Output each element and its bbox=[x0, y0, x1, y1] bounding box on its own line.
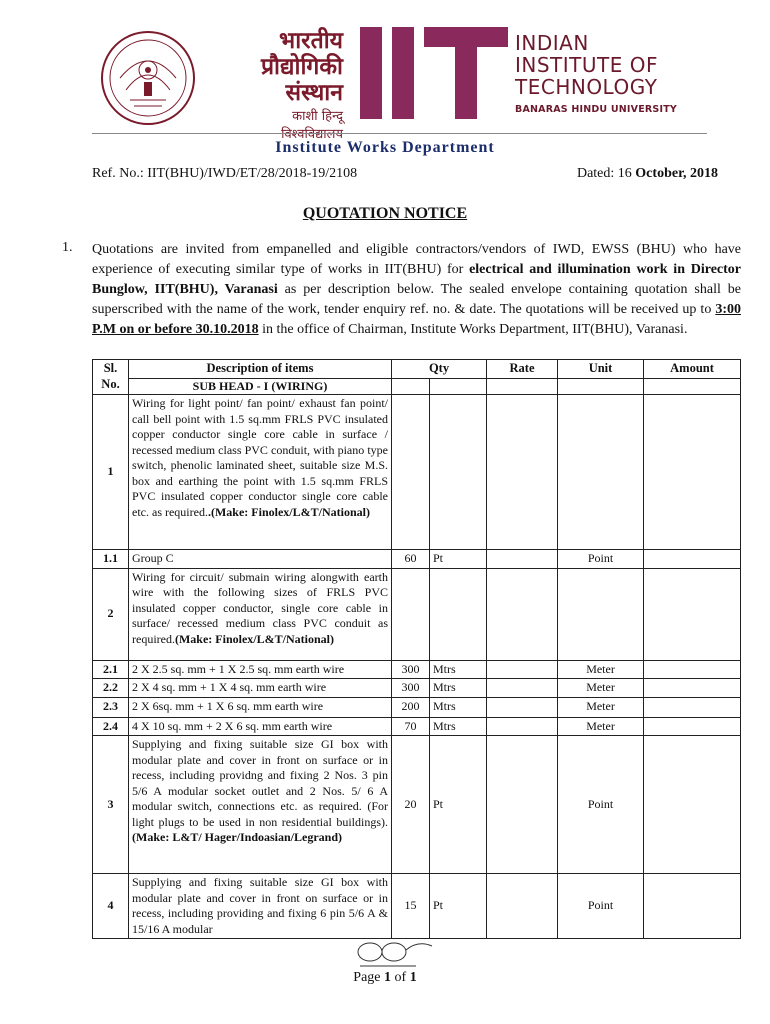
row-sl-no: 2.1 bbox=[93, 660, 129, 679]
row-sl-no: 1 bbox=[93, 395, 129, 550]
row-rate bbox=[487, 550, 558, 569]
table-row bbox=[93, 679, 741, 698]
work-name: electrical and illumination work in Director Bunglow, IIT(BHU), Varanasi bbox=[92, 262, 741, 297]
subhead-row bbox=[93, 378, 741, 395]
table-row bbox=[93, 660, 741, 679]
row-unit: Meter bbox=[558, 717, 644, 736]
row-unit-short: Mtrs bbox=[430, 697, 487, 717]
empty-cell bbox=[430, 378, 487, 395]
row-qty: 60 bbox=[392, 550, 430, 569]
row-amount bbox=[644, 568, 741, 660]
row-description-text: Supplying and fixing suitable size GI box with modular plate and cover in front on surface or in recess, including providng and fixing 2 Nos. 3 pin 5/6 A modular socket outlet and 2 Nos. 5/ 6 A modular switch, connections etc. as required. (For light plugs to be used in non residential buildings). bbox=[132, 737, 388, 829]
header-description: Description of items bbox=[129, 360, 392, 379]
page-prefix: Page bbox=[353, 970, 385, 985]
row-description-text: Supplying and fixing suitable size GI box with modular plate and cover in front on surface or in recess, including providing and fixing 6 pin 5/6 A & 15/16 A modular bbox=[132, 875, 388, 936]
row-sl-no: 2.4 bbox=[93, 717, 129, 736]
signature-stamp bbox=[340, 938, 436, 974]
row-unit: Point bbox=[558, 874, 644, 939]
row-description bbox=[129, 697, 392, 717]
row-unit: Meter bbox=[558, 679, 644, 698]
row-sl-no: 2.3 bbox=[93, 697, 129, 717]
date-prefix: Dated: 16 bbox=[576, 166, 636, 181]
paragraph-number: 1. bbox=[62, 240, 73, 255]
row-description bbox=[129, 660, 392, 679]
row-rate bbox=[487, 736, 558, 874]
header-qty: Qty bbox=[392, 360, 487, 379]
row-rate bbox=[487, 717, 558, 736]
table-header-row bbox=[93, 360, 741, 379]
row-description bbox=[129, 568, 392, 660]
row-description bbox=[129, 679, 392, 698]
page-of: of bbox=[391, 970, 410, 985]
empty-cell bbox=[392, 378, 430, 395]
row-qty bbox=[392, 395, 430, 550]
row-description-text: Wiring for circuit/ submain wiring alongwith earth wire with the following sizes of FRLS PVC insulated copper conductor, single core cable in surface/ recessed medium class PVC conduit as required. bbox=[132, 569, 388, 646]
row-description-text: Wiring for light point/ fan point/ exhaust fan point/ call bell point with 1.5 sq.mm FRLS PVC insulated copper conductor single core cable in surface / recessed medium class PVC conduit, with piano type switch, phenolic laminated sheet, suitable size M.S. box and earthing the point with 1.5 sq.mm FRLS PVC insulated copper conductor single core cable etc. as required. bbox=[132, 396, 388, 519]
row-rate bbox=[487, 874, 558, 939]
row-unit-short: Pt bbox=[430, 550, 487, 569]
row-unit-short: Mtrs bbox=[430, 660, 487, 679]
row-rate bbox=[487, 697, 558, 717]
header-rate: Rate bbox=[487, 360, 558, 379]
empty-cell bbox=[487, 378, 558, 395]
page-current: 1 bbox=[384, 970, 392, 985]
hindi-name-line-1: भारतीय bbox=[279, 28, 343, 54]
table-row bbox=[93, 568, 741, 660]
row-amount bbox=[644, 679, 741, 698]
notice-title: QUOTATION NOTICE bbox=[302, 205, 468, 222]
row-amount bbox=[644, 717, 741, 736]
iit-logo-letters bbox=[360, 27, 508, 119]
row-description bbox=[129, 717, 392, 736]
english-university-name: BANARAS HINDU UNIVERSITY bbox=[515, 104, 677, 115]
english-name-line-1: INDIAN bbox=[515, 31, 589, 55]
row-rate bbox=[487, 679, 558, 698]
row-rate bbox=[487, 568, 558, 660]
header-amount: Amount bbox=[644, 360, 741, 379]
table-row bbox=[93, 717, 741, 736]
row-qty: 300 bbox=[392, 679, 430, 698]
institute-seal-logo bbox=[100, 30, 196, 126]
row-description bbox=[129, 736, 392, 874]
row-qty: 200 bbox=[392, 697, 430, 717]
row-rate bbox=[487, 395, 558, 550]
row-qty: 15 bbox=[392, 874, 430, 939]
row-unit-short bbox=[430, 568, 487, 660]
row-sl-no: 3 bbox=[93, 736, 129, 874]
row-make: (Make: Finolex/L&T/National) bbox=[174, 631, 334, 646]
row-unit-short: Pt bbox=[430, 736, 487, 874]
table-body bbox=[93, 395, 741, 939]
row-description-text: 2 X 6sq. mm + 1 X 6 sq. mm earth wire bbox=[132, 698, 324, 713]
row-amount bbox=[644, 395, 741, 550]
row-sl-no: 2 bbox=[93, 568, 129, 660]
table-row bbox=[93, 395, 741, 550]
hindi-university-name: काशी हिन्दू विश्वविद्यालय bbox=[281, 109, 343, 142]
hindi-institute-name bbox=[228, 28, 343, 144]
row-amount bbox=[644, 550, 741, 569]
paragraph-text-3: in the office of Chairman, Institute Works Department, IIT(BHU), Varanasi. bbox=[258, 322, 688, 337]
page-number bbox=[0, 970, 770, 986]
items-table bbox=[92, 359, 741, 939]
row-description bbox=[129, 395, 392, 550]
row-unit bbox=[558, 395, 644, 550]
hindi-name-line-2: प्रौद्योगिकी bbox=[260, 54, 343, 80]
paragraph-text-1: Quotations are invited from empanelled and eligible contractors/vendors of IWD, EWSS (BHU) who have experience of executing similar type of works in IIT(BHU) for bbox=[92, 242, 741, 277]
header-unit: Unit bbox=[558, 360, 644, 379]
row-amount bbox=[644, 660, 741, 679]
table-row bbox=[93, 874, 741, 939]
empty-cell bbox=[558, 378, 644, 395]
row-make: (Make: L&T/ Hager/Indoasian/Legrand) bbox=[132, 830, 343, 844]
row-sl-no: 4 bbox=[93, 874, 129, 939]
row-unit-short bbox=[430, 395, 487, 550]
header-divider bbox=[92, 133, 707, 134]
date-month-year: October, 2018 bbox=[635, 166, 718, 181]
row-unit: Point bbox=[558, 550, 644, 569]
paragraph-text-2: as per description below. The sealed envelope containing quotation shall be superscribed with the name of the work, tender enquiry ref. no. & date. The quotations will be received up to bbox=[92, 282, 741, 317]
row-qty: 20 bbox=[392, 736, 430, 874]
row-amount bbox=[644, 697, 741, 717]
row-amount bbox=[644, 874, 741, 939]
english-institute-name bbox=[515, 32, 677, 115]
row-sl-no: 2.2 bbox=[93, 679, 129, 698]
notice-paragraph bbox=[92, 240, 741, 340]
row-amount bbox=[644, 736, 741, 874]
row-qty: 70 bbox=[392, 717, 430, 736]
notice-date bbox=[577, 166, 718, 182]
english-name-line-3: TECHNOLOGY bbox=[515, 75, 658, 99]
row-rate bbox=[487, 660, 558, 679]
deadline: 3:00 P.M on or before 30.10.2018 bbox=[92, 302, 741, 337]
row-unit: Point bbox=[558, 736, 644, 874]
row-unit-short: Mtrs bbox=[430, 717, 487, 736]
row-unit-short: Mtrs bbox=[430, 679, 487, 698]
row-unit: Meter bbox=[558, 660, 644, 679]
english-name-line-2: INSTITUTE OF bbox=[515, 53, 658, 77]
row-sl-no: 1.1 bbox=[93, 550, 129, 569]
empty-cell bbox=[644, 378, 741, 395]
hindi-name-line-3: संस्थान bbox=[285, 80, 343, 106]
row-unit-short: Pt bbox=[430, 874, 487, 939]
row-description-text: 2 X 2.5 sq. mm + 1 X 2.5 sq. mm earth wire bbox=[132, 661, 345, 676]
header-sl-no: Sl. No. bbox=[93, 360, 129, 395]
page-total: 1 bbox=[409, 970, 417, 985]
table-row bbox=[93, 550, 741, 569]
table-row bbox=[93, 736, 741, 874]
row-description-text: 2 X 4 sq. mm + 1 X 4 sq. mm earth wire bbox=[132, 680, 327, 694]
row-description-text: 4 X 10 sq. mm + 2 X 6 sq. mm earth wire bbox=[132, 718, 333, 733]
row-unit bbox=[558, 568, 644, 660]
reference-number: Ref. No.: IIT(BHU)/IWD/ET/28/2018-19/2108 bbox=[92, 166, 358, 181]
row-description bbox=[129, 550, 392, 569]
row-qty: 300 bbox=[392, 660, 430, 679]
row-qty bbox=[392, 568, 430, 660]
row-description-text: Group C bbox=[132, 551, 174, 565]
table-row bbox=[93, 697, 741, 717]
row-description bbox=[129, 874, 392, 939]
row-make: .(Make: Finolex/L&T/National) bbox=[207, 504, 370, 519]
row-unit: Meter bbox=[558, 697, 644, 717]
subhead-label: SUB HEAD - I (WIRING) bbox=[129, 378, 392, 395]
department-title: Institute Works Department bbox=[275, 139, 495, 156]
